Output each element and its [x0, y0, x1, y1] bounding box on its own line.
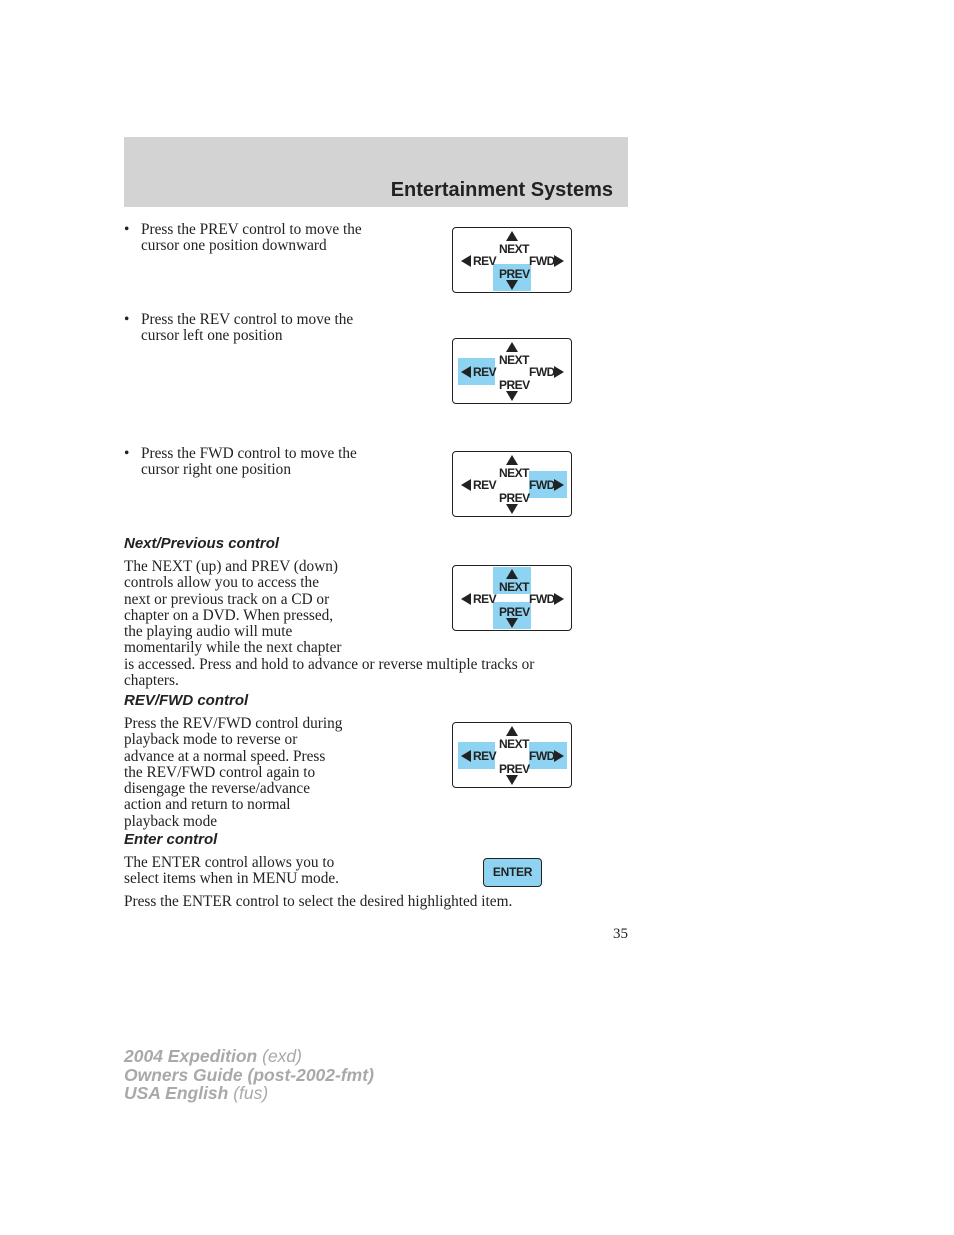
bullet-dot: • — [124, 445, 130, 462]
next-label: NEXT — [499, 242, 530, 256]
prev-label: PREV — [499, 267, 530, 281]
arrow-left-icon — [461, 255, 471, 267]
text-line: playback mode to reverse or — [124, 731, 298, 749]
bullet-text: Press the FWD control to move the cursor right one position — [141, 445, 357, 479]
rev-label: REV — [473, 749, 497, 763]
enter-heading: Enter control — [124, 831, 218, 848]
text-line: chapters. — [124, 672, 179, 690]
arrow-up-icon — [506, 231, 518, 241]
arrow-down-icon — [506, 391, 518, 401]
fwd-label: FWD — [529, 478, 555, 492]
prev-label: PREV — [499, 605, 530, 619]
footer-line-3 — [124, 1084, 374, 1103]
arrow-right-icon — [554, 593, 564, 605]
rev-label: REV — [473, 254, 497, 268]
text-line: disengage the reverse/advance — [124, 780, 311, 798]
text-line: playback mode — [124, 812, 218, 830]
control-pad-prev-highlighted — [452, 227, 572, 293]
text-line: controls allow you to access the — [124, 574, 319, 592]
next-label: NEXT — [499, 580, 530, 594]
footer-line-1 — [124, 1047, 374, 1066]
fwd-label: FWD — [529, 365, 555, 379]
next-label: NEXT — [499, 466, 530, 480]
control-pad-rev-fwd-highlighted — [452, 722, 572, 788]
arrow-down-icon — [506, 775, 518, 785]
enter-closing: Press the ENTER control to select the desired highlighted item. — [124, 893, 513, 910]
rev-label: REV — [473, 478, 497, 492]
rev-label: REV — [473, 365, 497, 379]
arrow-down-icon — [506, 504, 518, 514]
footer-model: 2004 Expedition — [124, 1046, 258, 1066]
arrow-up-icon — [506, 455, 518, 465]
footer-language: USA English — [124, 1083, 229, 1104]
arrow-up-icon — [506, 342, 518, 352]
arrow-up-icon — [506, 726, 518, 736]
next-label: NEXT — [499, 353, 530, 367]
rev-label: REV — [473, 592, 497, 606]
text-line: the playing audio will mute — [124, 623, 293, 641]
bullet-prev — [124, 222, 414, 255]
text-line: The ENTER control allows you to — [124, 854, 335, 871]
text-line: The NEXT (up) and PREV (down) — [124, 558, 338, 575]
prev-label: PREV — [499, 378, 530, 392]
footer-model-code: (exd) — [257, 1046, 302, 1066]
footer-guide: Owners Guide (post-2002-fmt) — [124, 1064, 374, 1085]
next-prev-body — [124, 559, 534, 689]
arrow-left-icon — [461, 750, 471, 762]
text-line: is accessed. Press and hold to advance or reverse multiple tracks or — [124, 655, 535, 673]
arrow-right-icon — [554, 366, 564, 378]
text-line: the REV/FWD control again to — [124, 763, 316, 781]
bullet-fwd — [124, 446, 414, 479]
arrow-right-icon — [554, 479, 564, 491]
footer-language-code: (fus) — [228, 1083, 269, 1104]
page-title: Entertainment Systems — [390, 179, 613, 201]
fwd-label: FWD — [529, 749, 555, 763]
prev-label: PREV — [499, 762, 530, 776]
next-prev-heading: Next/Previous control — [124, 535, 280, 552]
text-line: select items when in MENU mode. — [124, 870, 339, 888]
footer — [124, 1047, 374, 1103]
prev-label: PREV — [499, 491, 530, 505]
arrow-left-icon — [461, 366, 471, 378]
text-line: Press the REV/FWD control during — [124, 715, 343, 732]
bullet-text: Press the PREV control to move the cursor one position downward — [141, 221, 362, 255]
control-pad-fwd-highlighted — [452, 451, 572, 517]
enter-button: ENTER — [483, 858, 542, 887]
footer-line-2 — [124, 1066, 374, 1085]
arrow-down-icon — [506, 280, 518, 290]
fwd-label: FWD — [529, 254, 555, 268]
text-line: action and return to normal — [124, 796, 291, 814]
arrow-right-icon — [554, 255, 564, 267]
fwd-label: FWD — [529, 592, 555, 606]
enter-body — [124, 855, 339, 888]
text-line: next or previous track on a CD or — [124, 590, 330, 608]
bullet-dot: • — [124, 311, 130, 328]
rev-fwd-heading: REV/FWD control — [124, 692, 249, 709]
rev-fwd-body — [124, 716, 342, 830]
bullet-rev — [124, 312, 414, 345]
bullet-dot: • — [124, 221, 130, 238]
arrow-right-icon — [554, 750, 564, 762]
arrow-left-icon — [461, 479, 471, 491]
text-line: advance at a normal speed. Press — [124, 747, 326, 765]
bullet-text: Press the REV control to move the cursor left one position — [141, 311, 354, 345]
page-number: 35 — [613, 926, 628, 942]
text-line: momentarily while the next chapter — [124, 639, 342, 657]
header-band — [124, 137, 628, 207]
next-label: NEXT — [499, 737, 530, 751]
control-pad-rev-highlighted — [452, 338, 572, 404]
text-line: chapter on a DVD. When pressed, — [124, 606, 334, 624]
